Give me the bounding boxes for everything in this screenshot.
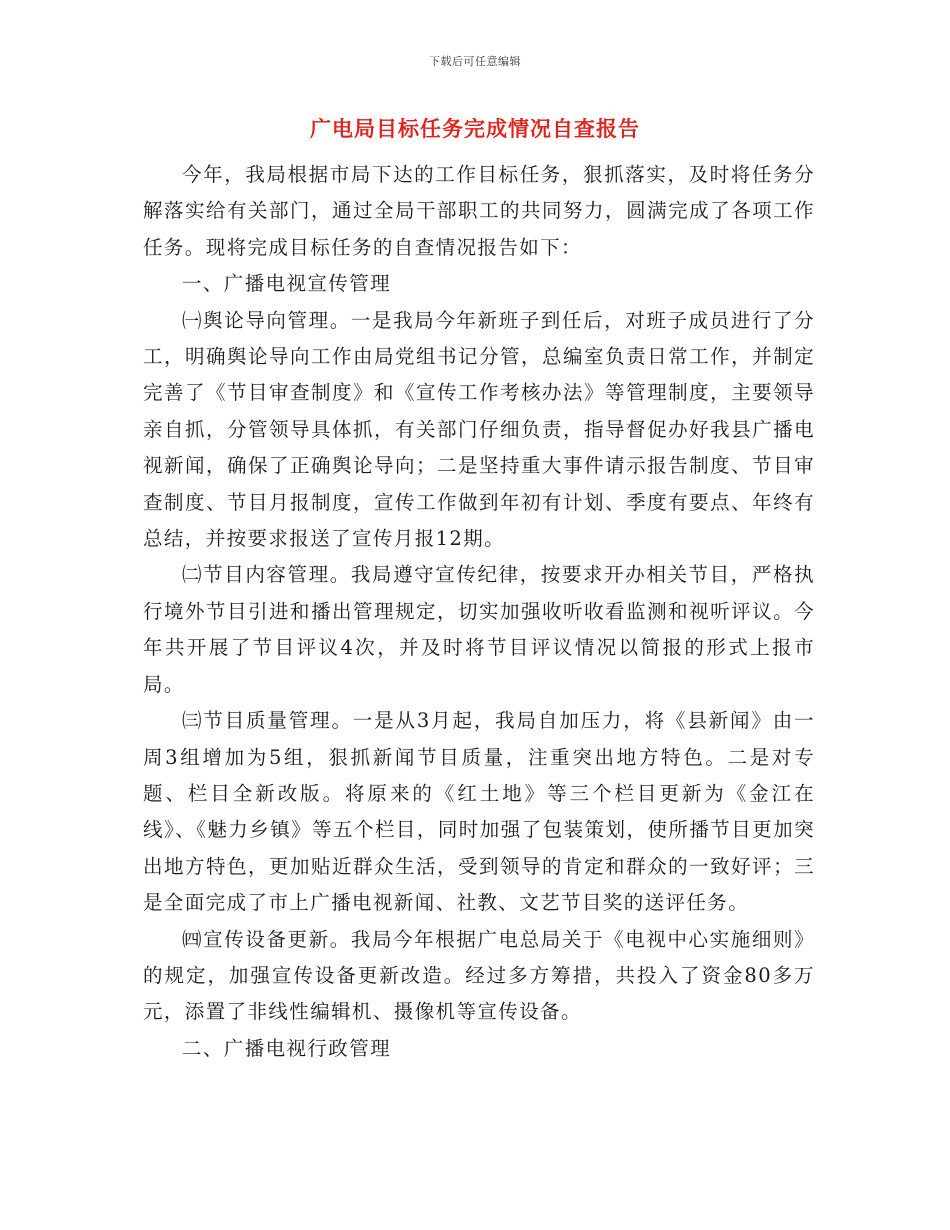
paragraph-program-quality: ㈢节目质量管理。一是从3月起，我局自加压力，将《县新闻》由一周3组增加为5组，狠抓新闻节目质量，注重突出地方特色。二是对专题、栏目全新改版。将原来的《红土地》等三个栏目更新为《金江在线》、《魅力乡镇》等五个栏目，同时加强了包装策划，使所播节目更加突出地方特色，更加贴近群众生活，受到领导的肯定和群众的一致好评；三是全面完成了市上广播电视新闻、社教、文艺节目奖的送评任务。 [143, 709, 815, 915]
document-title: 广电局目标任务完成情况自查报告 [310, 116, 640, 141]
section-heading-2: 二、广播电视行政管理 [182, 1036, 392, 1060]
header-note: 下载后可任意编辑 [429, 55, 521, 68]
paragraph-equipment-update: ㈣宣传设备更新。我局今年根据广电总局关于《电视中心实施细则》的规定，加强宣传设备更新改造。经过多方筹措，共投入了资金80多万元，添置了非线性编辑机、摄像机等宣传设备。 [143, 927, 815, 1024]
paragraph-opinion-guidance: ㈠舆论导向管理。一是我局今年新班子到任后，对班子成员进行了分工，明确舆论导向工作由局党组书记分管，总编室负责日常工作，并制定完善了《节目审查制度》和《宣传工作考核办法》等管理制度，主要领导亲自抓，分管领导具体抓，有关部门仔细负责，指导督促办好我县广播电视新闻，确保了正确舆论导向；二是坚持重大事件请示报告制度、节目审查制度、节目月报制度，宣传工作做到年初有计划、季度有要点、年终有总结，并按要求报送了宣传月报12期。 [143, 308, 815, 551]
document-body [143, 157, 815, 1067]
section-heading-1: 一、广播电视宣传管理 [182, 272, 392, 296]
paragraph-program-content: ㈡节目内容管理。我局遵守宣传纪律，按要求开办相关节目，严格执行境外节目引进和播出管理规定，切实加强收听收看监测和视听评议。今年共开展了节目评议4次，并及时将节目评议情况以简报的形式上报市局。 [143, 563, 815, 696]
paragraph-intro: 今年，我局根据市局下达的工作目标任务，狠抓落实，及时将任务分解落实给有关部门，通过全局干部职工的共同努力，圆满完成了各项工作任务。现将完成目标任务的自查情况报告如下： [143, 163, 815, 259]
